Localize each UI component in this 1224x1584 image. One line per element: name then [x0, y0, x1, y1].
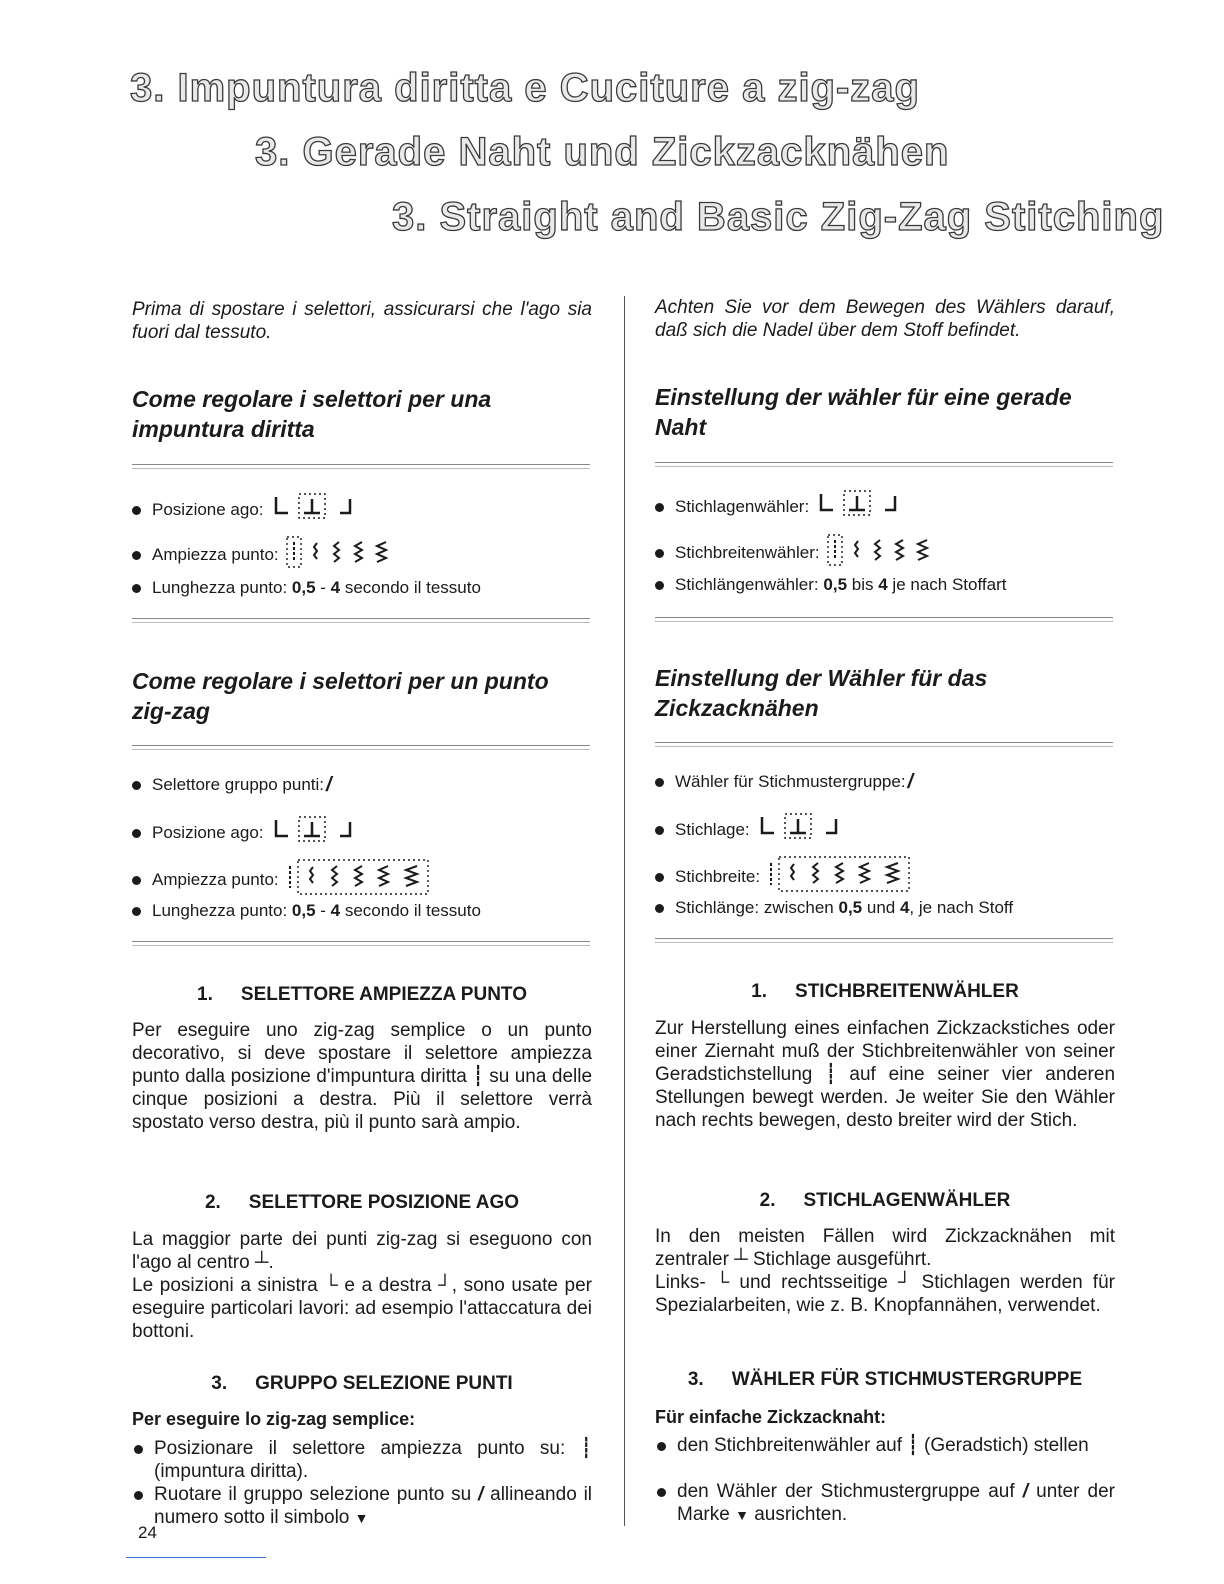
stitch-width-row: Stichbreitenwähler: [655, 533, 976, 573]
slash-symbol-icon: / [907, 771, 914, 793]
stitch-width-row: Stichbreite: [655, 855, 916, 899]
section-3-bullet-1: Posizionare il selettore ampiezza punto su: ┊ (impuntura diritta). [132, 1437, 592, 1483]
straight-stitch-icon: ┊ [580, 1438, 592, 1459]
stitch-length-row: Stichlängenwähler: 0,5 bis 4 je nach Stoffart [655, 574, 1006, 596]
section-3-bullet-2: Ruotare il gruppo selezione punto su / allineando il numero sotto il simbolo ▼ [132, 1483, 592, 1530]
divider [132, 618, 590, 623]
needle-right-icon: ┘ [438, 1275, 452, 1296]
section-1-body: Zur Herstellung eines einfachen Zickzackstiches oder einer Ziernaht muß der Stichbreitenwähler von seiner Geradstichstellung ┊ auf eine seiner vier anderen Stellungen bewegt werden. Je weiter Sie den Wähler nach rechts bewegen, desto breiter wird der Stich. [655, 1018, 1116, 1131]
title-german: 3. Gerade Naht und Zickzacknähen [255, 130, 950, 174]
needle-center-icon: ┴ [254, 1252, 269, 1273]
section-2-heading: 2. SELETTORE POSIZIONE AGO [204, 1192, 520, 1213]
divider [655, 742, 1113, 747]
section-3-bullet-2: den Wähler der Stichmustergruppe auf / unter der Marke ▼ ausrichten. [655, 1480, 1115, 1527]
title-italian: 3. Impuntura diritta e Cuciture a zig-zag [130, 66, 920, 110]
straight-stitch-icon: ┊ [825, 1064, 837, 1085]
triangle-marker-icon: ▼ [735, 1507, 749, 1523]
stitch-width-zigzag-icon [766, 855, 916, 899]
needle-position-row: Posizione ago: [132, 493, 362, 527]
section-2-body: In den meisten Fällen wird Zickzacknähen mit zentraler ┴ Stichlage ausgeführt. Links- └ und rechtsseitige ┘ Stichlagen werden für Spezialarbeiten, wie z. B. Knopfannähen, verwendet. [655, 1226, 1115, 1316]
section-1-heading: 1. SELETTORE AMPIEZZA PUNTO [197, 984, 527, 1005]
stitch-length-row: Lunghezza punto: 0,5 - 4 secondo il tessuto [132, 577, 481, 599]
section-3-bullet-1: den Stichbreitenwähler auf ┊ (Geradstich) stellen [655, 1434, 1115, 1457]
needle-center-icon: ┴ [734, 1249, 748, 1270]
section-1-heading: 1. STICHBREITENWÄHLER [751, 981, 1019, 1002]
straight-stitch-icon: ┊ [472, 1066, 484, 1087]
needle-position-row: Stichlagenwähler: [655, 490, 907, 524]
triangle-marker-icon: ▼ [354, 1510, 369, 1526]
section-3-subheading: Für einfache Zickzacknaht: [655, 1407, 887, 1427]
needle-position-row: Posizione ago: [132, 816, 362, 850]
footer-rule [126, 1557, 266, 1558]
section-3-subheading: Per eseguire lo zig-zag semplice: [132, 1409, 416, 1429]
straight-heading: Come regolare i selettori per una impuntura diritta [132, 386, 492, 442]
divider [655, 617, 1113, 622]
stitch-width-straight-icon [826, 533, 976, 573]
stitch-width-straight-icon [285, 535, 435, 575]
zigzag-heading: Einstellung der Wähler für das Zickzacknähen [655, 665, 988, 721]
intro-text: Prima di spostare i selettori, assicurarsi che l'ago sia fuori dal tessuto. [132, 299, 592, 343]
needle-position-center-icon [270, 493, 362, 527]
section-1-body: Per eseguire uno zig-zag semplice o un punto decorativo, si deve spostare il selettore ampiezza punto dalla posizione d'impuntura diritta ┊ su una delle cinque posizioni a destra. Più il selettore verrà spostato verso destra, più il punto sarà ampio. [132, 1020, 593, 1133]
column-divider [624, 296, 625, 1526]
slash-symbol-icon: / [478, 1484, 484, 1505]
section-3-heading: 3. WÄHLER FÜR STICHMUSTERGRUPPE [687, 1369, 1083, 1390]
stitch-length-row: Stichlänge: zwischen 0,5 und 4 , je nach Stoff [655, 897, 1013, 919]
stitch-width-row: Ampiezza punto: [132, 858, 435, 902]
needle-position-center-icon [270, 816, 362, 850]
needle-position-center-icon [815, 490, 907, 524]
title-english: 3. Straight and Basic Zig-Zag Stitching [392, 195, 1165, 239]
divider [132, 464, 590, 469]
needle-left-icon: └ [324, 1275, 338, 1296]
page-number: 24 [138, 1523, 157, 1542]
stitch-width-row: Ampiezza punto: [132, 535, 435, 575]
divider [655, 938, 1113, 943]
zigzag-heading: Come regolare i selettori per un punto zig-zag [132, 668, 549, 724]
section-2-body: La maggior parte dei punti zig-zag si eseguono con l'ago al centro ┴. Le posizioni a sinistra └ e a destra ┘, sono usate per eseguire particolari lavori: ad esempio l'attaccatura dei bottoni. [132, 1229, 592, 1342]
slash-symbol-icon: / [326, 774, 332, 796]
slash-symbol-icon: / [1022, 1481, 1029, 1502]
stitch-width-zigzag-icon [285, 858, 435, 902]
stitch-group-row: Selettore gruppo punti: / [132, 774, 332, 796]
needle-right-icon: ┘ [897, 1272, 912, 1293]
intro-text: Achten Sie vor dem Bewegen des Wählers darauf, daß sich die Nadel über dem Stoff befindet. [655, 297, 1115, 341]
needle-left-icon: └ [715, 1272, 730, 1293]
section-3-heading: 3. GRUPPO SELEZIONE PUNTI [211, 1373, 513, 1394]
straight-heading: Einstellung der wähler für eine gerade Naht [655, 384, 1072, 440]
needle-position-center-icon [756, 813, 848, 847]
needle-position-row: Stichlage: [655, 813, 848, 847]
section-2-heading: 2. STICHLAGENWÄHLER [759, 1190, 1011, 1211]
straight-stitch-icon: ┊ [907, 1435, 919, 1456]
divider [132, 941, 590, 946]
stitch-length-row: Lunghezza punto: 0,5 - 4 secondo il tessuto [132, 900, 481, 922]
divider [655, 462, 1113, 467]
divider [132, 745, 590, 750]
stitch-group-row: Wähler für Stichmustergruppe: / [655, 771, 913, 793]
